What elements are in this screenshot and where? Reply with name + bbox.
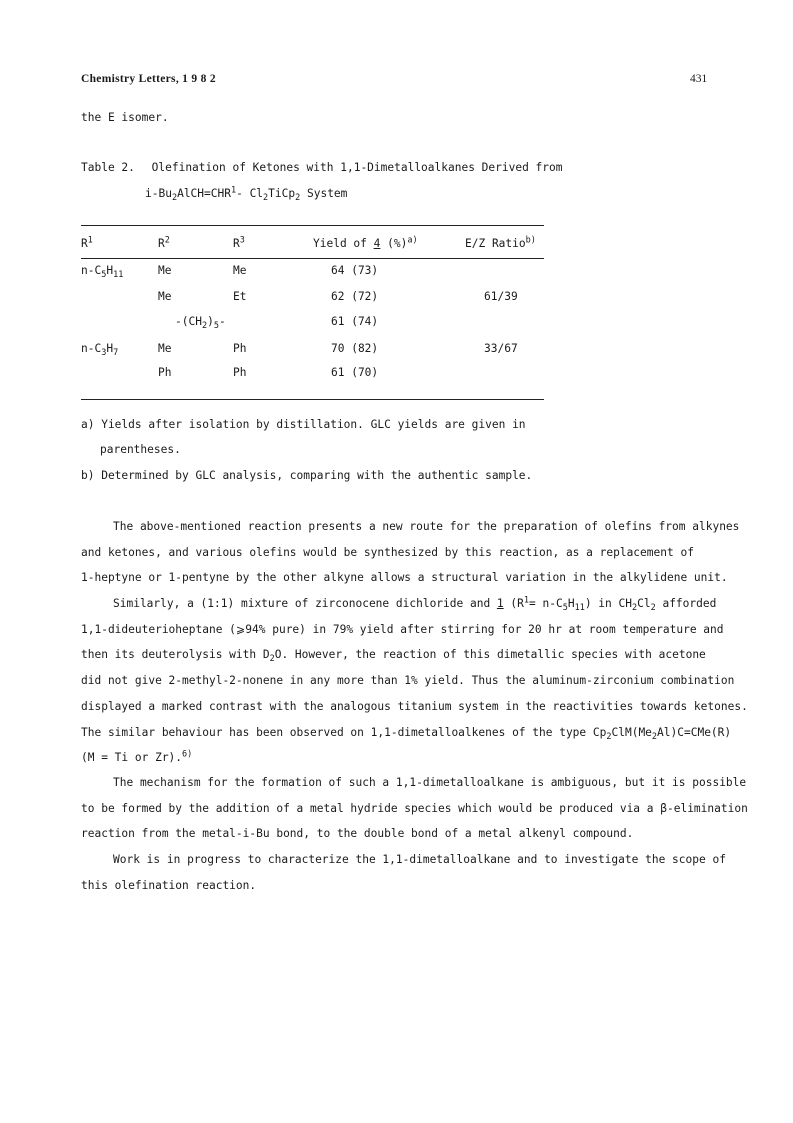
table-row-1-r2: Me [158, 264, 172, 277]
table-bottom-rule [81, 399, 544, 400]
footnote-b: b) Determined by GLC analysis, comparing with the authentic sample. [81, 469, 533, 482]
footnote-a-cont: parentheses. [100, 443, 181, 456]
table-row-4-yield: 70 (82) [331, 342, 379, 355]
intro-line: the E isomer. [81, 111, 169, 124]
table-row-5-yield: 61 (70) [331, 366, 379, 379]
table-row-2-ratio: 61/39 [484, 290, 518, 303]
paragraph-2: Similarly, a (1:1) mixture of zirconocene dichloride and 1 $(R^1= n-C_5H_{11})$ in $CH_2Cl_2$ afforded 1,1-dideuterioheptane (⩾94% pure) in 79% yield after stirring for 20 hr at room temperature and then its deuterolysis with $D_2O$. However, the reaction of this dimetallic species with acetone did not give 2-methyl-2-nonene in any more than 1% yield. Thus the aluminum-zirconium combination displayed a marked contrast with the analogous titanium system in the reactivities towards ketones. The similar behaviour has been observed on 1,1-dimetalloalkenes of the type $Cp_2ClM(Me_2Al)C=CMe(R)$ (M = Ti or Zr).$^{6)}$ [81, 595, 748, 765]
journal-header: Chemistry Letters, 1 9 8 2 [81, 73, 216, 85]
table-row-5-r2: Ph [158, 366, 172, 379]
table-row-3-yield: 61 (74) [331, 315, 379, 328]
page-number: 431 [690, 73, 708, 85]
col-header-r1: $R^1$ [81, 235, 93, 250]
paragraph-1: The above-mentioned reaction presents a new route for the preparation of olefins from alkynes and ketones, and various olefins would be synthesized by this reaction, as a replacement of 1-heptyne or 1-pentyne by the other alkyne allows a structural variation in the alkylidene unit. [81, 520, 740, 585]
table-row-2-r3: Et [233, 290, 247, 303]
table-title-line1: Olefination of Ketones with 1,1-Dimetalloalkanes Derived from [151, 161, 563, 174]
table-title-line2: $i-Bu_2AlCH=CHR^1-$ $Cl_2TiCp_2$ System [145, 185, 348, 204]
table-row-5-r3: Ph [233, 366, 247, 379]
col-header-ratio: E/Z Ratio$^{b)}$ [465, 235, 536, 250]
table-top-rule [81, 225, 544, 226]
table-row-1-yield: 64 (73) [331, 264, 379, 277]
table-row-4-r2: Me [158, 342, 172, 355]
footnote-a: a) Yields after isolation by distillation. GLC yields are given in [81, 418, 526, 431]
table-row-2-yield: 62 (72) [331, 290, 379, 303]
col-header-r3: $R^3$ [233, 235, 245, 250]
paragraph-3: The mechanism for the formation of such a 1,1-dimetalloalkane is ambiguous, but it is possible to be formed by the addition of a metal hydride species which would be produced via a β-elimination reaction from the metal-i-Bu bond, to the double bond of a metal alkenyl compound. [81, 776, 748, 841]
table-row-1-r3: Me [233, 264, 247, 277]
table-row-1-r1: $n-C_5H_{11}$ [81, 264, 124, 281]
table-caption [81, 161, 563, 174]
paragraph-4: Work is in progress to characterize the 1,1-dimetalloalkane and to investigate the scope of this olefination reaction. [81, 853, 726, 892]
col-header-yield: Yield of 4 (%)$^{a)}$ [313, 235, 418, 250]
table-row-3-r2r3: $-(CH_2)_5-$ [175, 315, 226, 332]
table-header-rule [81, 258, 544, 259]
table-row-2-r2: Me [158, 290, 172, 303]
table-label: Table 2. [81, 161, 135, 174]
col-header-r2: $R^2$ [158, 235, 170, 250]
table-row-4-r1: $n-C_3H_7$ [81, 342, 119, 359]
table-row-4-ratio: 33/67 [484, 342, 518, 355]
table-row-4-r3: Ph [233, 342, 247, 355]
